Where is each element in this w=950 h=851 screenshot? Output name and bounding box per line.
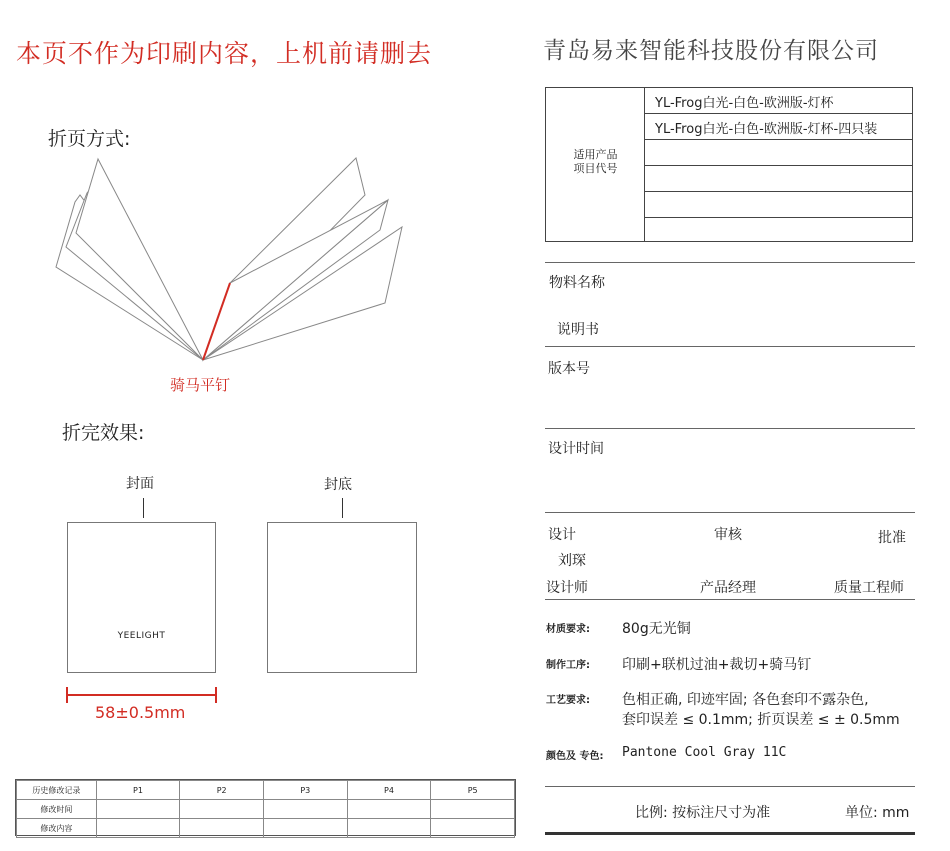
footer-rule — [545, 832, 915, 835]
req-value-material: 80g无光铜 — [622, 621, 691, 637]
unit-note: 单位: mm — [845, 805, 910, 821]
divider — [545, 599, 915, 600]
fold-result-title: 折完效果: — [62, 422, 145, 444]
history-header: P2 — [180, 781, 264, 800]
material-name-value: 说明书 — [557, 322, 599, 338]
divider — [545, 512, 915, 513]
company-name: 青岛易来智能科技股份有限公司 — [543, 38, 879, 64]
req-value-craft-line2: 套印误差 ≤ 0.1mm; 折页误差 ≤ ± 0.5mm — [622, 712, 900, 728]
history-cell — [180, 800, 264, 819]
dimension-label: 58±0.5mm — [95, 703, 186, 722]
design-label: 设计 — [548, 527, 576, 543]
history-row — [17, 819, 515, 838]
pm-role: 产品经理 — [700, 580, 756, 596]
history-header: P5 — [431, 781, 515, 800]
product-row — [645, 166, 912, 192]
history-header: P1 — [96, 781, 180, 800]
history-cell — [180, 819, 264, 838]
req-value-craft: 色相正确, 印迹牢固; 各色套印不露杂色, — [622, 692, 869, 708]
material-name-label: 物料名称 — [549, 275, 605, 291]
history-row-label: 修改时间 — [17, 800, 97, 819]
product-row — [645, 88, 912, 114]
design-time-label: 设计时间 — [548, 441, 604, 457]
product-code: YL-Frog白光-白色-欧洲版-灯杯-四只装 — [655, 122, 878, 137]
req-label-process: 制作工序: — [546, 660, 590, 671]
req-label-material: 材质要求: — [546, 624, 590, 635]
divider — [545, 346, 915, 347]
history-header: P4 — [347, 781, 431, 800]
product-row — [645, 114, 912, 140]
history-table — [15, 779, 516, 836]
front-cover-leader — [143, 498, 144, 518]
history-cell — [347, 800, 431, 819]
designer-name: 刘琛 — [558, 553, 586, 569]
product-row — [645, 192, 912, 218]
history-cell — [96, 819, 180, 838]
brand-logo-text: YEELIGHT — [117, 631, 166, 641]
history-cell — [347, 819, 431, 838]
back-cover-leader — [342, 498, 343, 518]
history-header: P3 — [263, 781, 347, 800]
back-cover-label: 封底 — [324, 477, 352, 493]
history-cell — [431, 800, 515, 819]
designer-role: 设计师 — [546, 580, 588, 596]
req-label-color: 颜色及 专色: — [546, 751, 604, 762]
front-cover-label: 封面 — [126, 476, 154, 492]
version-label: 版本号 — [548, 361, 590, 377]
product-header-line1: 适用产品 — [573, 148, 618, 161]
history-header: 历史修改记录 — [17, 781, 97, 800]
approve-label: 批准 — [878, 530, 906, 546]
product-header-line2: 项目代号 — [573, 162, 618, 175]
dimension-line — [66, 685, 218, 705]
product-table-header — [546, 88, 645, 241]
req-label-craft: 工艺要求: — [546, 695, 590, 706]
history-cell — [263, 800, 347, 819]
product-row — [645, 140, 912, 166]
history-header-row — [17, 781, 515, 800]
product-table — [545, 87, 913, 242]
divider — [545, 428, 915, 429]
front-cover-panel — [67, 522, 216, 673]
divider — [545, 262, 915, 263]
review-label: 审核 — [714, 527, 742, 543]
product-row — [645, 218, 912, 241]
back-cover-panel — [267, 522, 417, 673]
binding-label: 骑马平钉 — [170, 376, 231, 394]
qe-role: 质量工程师 — [834, 580, 904, 596]
history-cell — [431, 819, 515, 838]
history-row-label: 修改内容 — [17, 819, 97, 838]
print-notice: 本页不作为印刷内容，上机前请删去 — [16, 39, 433, 68]
req-value-color: Pantone Cool Gray 11C — [622, 745, 787, 760]
req-value-process: 印刷+联机过油+裁切+骑马钉 — [622, 657, 812, 673]
history-cell — [96, 800, 180, 819]
history-row — [17, 800, 515, 819]
fold-method-title: 折页方式: — [48, 128, 131, 150]
divider — [545, 786, 915, 787]
fold-illustration — [40, 155, 420, 370]
scale-note: 比例: 按标注尺寸为准 — [635, 805, 771, 821]
product-code: YL-Frog白光-白色-欧洲版-灯杯 — [655, 96, 834, 111]
history-cell — [263, 819, 347, 838]
